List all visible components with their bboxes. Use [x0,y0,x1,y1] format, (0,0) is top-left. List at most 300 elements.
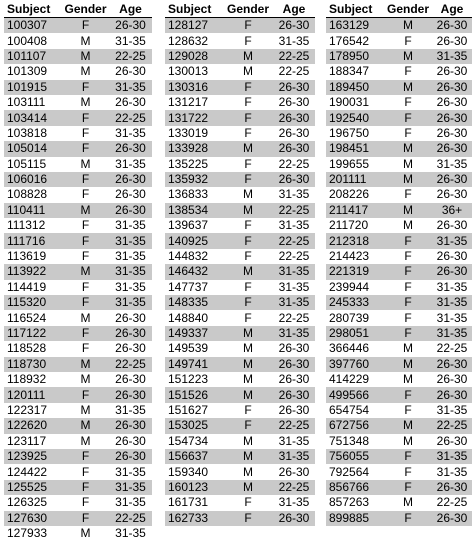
subject-cell: 199655 [326,157,384,172]
subject-cell: 211720 [326,218,384,233]
subject-cell: 163129 [326,18,384,34]
table-row [165,434,315,449]
gender-cell: F [62,280,109,295]
subject-cell: 103818 [4,126,62,141]
age-cell: 22-25 [432,341,472,356]
subject-cell: 106016 [4,172,62,187]
age-cell: 31-35 [109,464,152,479]
gender-cell: M [223,141,273,156]
gender-cell: M [223,64,273,79]
age-cell: 26-30 [109,172,152,187]
age-cell: 31-35 [273,280,315,295]
age-cell: 26-30 [432,126,472,141]
table-row [165,80,315,95]
age-cell: 26-30 [432,95,472,110]
gender-cell: M [62,434,109,449]
age-cell: 26-30 [109,203,152,218]
age-cell: 31-35 [432,157,472,172]
subject-cell: 214423 [326,249,384,264]
gender-cell: F [62,172,109,187]
age-cell: 26-30 [109,434,152,449]
subject-cell: 113619 [4,249,62,264]
subject-cell: 135225 [165,157,223,172]
gender-cell: F [384,64,432,79]
age-cell: 26-30 [109,187,152,202]
subject-header: Subject [326,1,384,18]
table-row [165,280,315,295]
table-row [326,80,472,95]
table-row [4,511,152,526]
age-cell: 31-35 [109,403,152,418]
subject-cell: 130013 [165,64,223,79]
age-cell: 26-30 [432,64,472,79]
subject-cell: 120111 [4,387,62,402]
age-cell: 31-35 [109,126,152,141]
table-row [165,511,315,526]
subject-cell: 128632 [165,33,223,48]
table-row [165,480,315,495]
gender-cell: F [62,511,109,526]
age-cell: 31-35 [109,33,152,48]
gender-cell: M [62,357,109,372]
table-row [165,341,315,356]
table-row [4,49,152,64]
subject-cell: 118730 [4,357,62,372]
age-cell: 22-25 [273,480,315,495]
gender-cell: F [223,280,273,295]
age-cell: 31-35 [273,434,315,449]
gender-cell: F [384,295,432,310]
table-row [165,387,315,402]
table-row [4,326,152,341]
age-cell: 26-30 [109,310,152,325]
age-cell: 31-35 [432,326,472,341]
age-cell: 22-25 [273,157,315,172]
gender-cell: M [223,264,273,279]
table-row [4,341,152,356]
subject-cell: 135932 [165,172,223,187]
age-cell: 31-35 [109,80,152,95]
gender-cell: M [223,49,273,64]
table-row [4,218,152,233]
age-cell: 26-30 [432,218,472,233]
age-cell: 22-25 [273,203,315,218]
subject-cell: 138534 [165,203,223,218]
gender-cell: M [384,157,432,172]
gender-cell: F [384,33,432,48]
gender-cell: M [223,387,273,402]
age-cell: 31-35 [109,295,152,310]
subject-cell: 118932 [4,372,62,387]
table-row [165,249,315,264]
subject-cell: 672756 [326,418,384,433]
table-row [326,233,472,248]
gender-cell: F [62,141,109,156]
subject-cell: 654754 [326,403,384,418]
gender-cell: M [384,18,432,34]
subject-cell: 136833 [165,187,223,202]
subject-cell: 140925 [165,233,223,248]
age-cell: 22-25 [432,418,472,433]
age-cell: 31-35 [432,464,472,479]
subject-cell: 159340 [165,464,223,479]
subject-cell: 160123 [165,480,223,495]
age-cell: 31-35 [109,249,152,264]
table-row [4,80,152,95]
age-cell: 26-30 [109,387,152,402]
gender-cell: F [62,249,109,264]
age-cell: 26-30 [432,387,472,402]
subject-cell: 189450 [326,80,384,95]
age-cell: 26-30 [432,249,472,264]
subject-cell: 105115 [4,157,62,172]
subject-cell: 280739 [326,310,384,325]
age-cell: 26-30 [432,110,472,125]
age-cell: 31-35 [273,218,315,233]
subject-cell: 110411 [4,203,62,218]
subject-cell: 147737 [165,280,223,295]
gender-cell: M [62,264,109,279]
age-cell: 26-30 [109,141,152,156]
gender-cell: F [384,110,432,125]
table-row [326,326,472,341]
gender-cell: F [62,449,109,464]
table-row [4,295,152,310]
subject-cell: 149337 [165,326,223,341]
age-cell: 26-30 [109,449,152,464]
subject-cell: 899885 [326,511,384,526]
subject-table-1 [4,1,152,541]
subject-cell: 198451 [326,141,384,156]
subject-cell: 128127 [165,18,223,34]
gender-cell: M [223,203,273,218]
gender-cell: F [62,295,109,310]
table-row [165,95,315,110]
subject-cell: 151627 [165,403,223,418]
subject-cell: 124422 [4,464,62,479]
table-row [4,403,152,418]
table-row [4,172,152,187]
gender-cell: M [384,418,432,433]
table-row [4,280,152,295]
gender-cell: F [384,280,432,295]
age-cell: 31-35 [109,157,152,172]
age-cell: 31-35 [109,233,152,248]
age-cell: 22-25 [273,418,315,433]
gender-cell: M [223,357,273,372]
table-row [326,126,472,141]
gender-cell: M [62,372,109,387]
subject-cell: 139637 [165,218,223,233]
table-row [326,33,472,48]
age-cell: 31-35 [432,310,472,325]
subject-cell: 190031 [326,95,384,110]
subject-cell: 108828 [4,187,62,202]
table-row [165,33,315,48]
age-cell: 26-30 [273,172,315,187]
subject-cell: 122620 [4,418,62,433]
table-row [4,157,152,172]
age-cell: 22-25 [432,495,472,510]
subject-cell: 114419 [4,280,62,295]
subject-cell: 111312 [4,218,62,233]
table-row [165,310,315,325]
table-row [4,233,152,248]
gender-cell: M [223,187,273,202]
table-row [326,387,472,402]
age-cell: 26-30 [432,357,472,372]
table-row [326,357,472,372]
subject-cell: 101915 [4,80,62,95]
table-row [165,218,315,233]
subject-cell: 122317 [4,403,62,418]
table-row [165,126,315,141]
age-cell: 26-30 [432,264,472,279]
table-row [326,264,472,279]
gender-cell: F [62,187,109,202]
table-row [165,403,315,418]
age-cell: 26-30 [273,126,315,141]
subject-cell: 123925 [4,449,62,464]
subject-cell: 133928 [165,141,223,156]
age-header: Age [109,1,152,18]
table-row [4,418,152,433]
subject-cell: 366446 [326,341,384,356]
table-row [326,157,472,172]
table-row [4,18,152,34]
subject-cell: 115320 [4,295,62,310]
gender-cell: F [384,403,432,418]
gender-cell: F [384,187,432,202]
table-row [326,249,472,264]
age-cell: 31-35 [432,295,472,310]
subject-cell: 153025 [165,418,223,433]
table-row [326,64,472,79]
gender-cell: M [62,203,109,218]
age-cell: 26-30 [432,187,472,202]
gender-cell: M [384,80,432,95]
gender-cell: F [384,233,432,248]
gender-cell: F [62,18,109,34]
subject-cell: 414229 [326,372,384,387]
subject-cell: 144832 [165,249,223,264]
gender-cell: M [384,372,432,387]
table-row [4,33,152,48]
age-cell: 22-25 [273,310,315,325]
table-row [165,464,315,479]
age-cell: 22-25 [109,511,152,526]
age-cell: 31-35 [432,280,472,295]
table-row [326,110,472,125]
gender-cell: F [384,464,432,479]
age-cell: 26-30 [273,511,315,526]
subject-cell: 192540 [326,110,384,125]
subject-cell: 100307 [4,18,62,34]
gender-cell: F [384,310,432,325]
table-row [4,126,152,141]
subject-cell: 151526 [165,387,223,402]
subject-cell: 156637 [165,449,223,464]
subject-cell: 126325 [4,495,62,510]
gender-cell: F [62,326,109,341]
gender-cell: M [384,49,432,64]
subject-cell: 146432 [165,264,223,279]
table-row [4,110,152,125]
gender-cell: M [384,218,432,233]
age-cell: 26-30 [273,357,315,372]
gender-cell: M [62,49,109,64]
table-row [165,141,315,156]
gender-cell: F [223,418,273,433]
subject-cell: 103414 [4,110,62,125]
subject-cell: 133019 [165,126,223,141]
gender-cell: F [223,511,273,526]
table-row [4,449,152,464]
table-row [4,372,152,387]
age-cell: 26-30 [273,95,315,110]
header-row [165,1,315,18]
table-row [326,172,472,187]
table-row [326,511,472,526]
gender-cell: M [62,403,109,418]
age-cell: 26-30 [109,326,152,341]
table-row [165,295,315,310]
table-row [326,18,472,34]
table-row [326,341,472,356]
table-row [165,233,315,248]
subject-cell: 117122 [4,326,62,341]
gender-cell: F [223,295,273,310]
age-cell: 31-35 [273,495,315,510]
age-cell: 31-35 [273,326,315,341]
subject-cell: 176542 [326,33,384,48]
gender-cell: F [223,157,273,172]
table-row [4,95,152,110]
age-cell: 26-30 [273,341,315,356]
gender-cell: F [223,33,273,48]
subject-cell: 211417 [326,203,384,218]
age-cell: 26-30 [432,511,472,526]
table-row [326,403,472,418]
header-row [4,1,152,18]
subject-cell: 499566 [326,387,384,402]
age-cell: 31-35 [432,49,472,64]
gender-cell: F [62,480,109,495]
subject-cell: 149539 [165,341,223,356]
gender-cell: M [384,341,432,356]
subject-cell: 148335 [165,295,223,310]
gender-cell: M [62,64,109,79]
age-cell: 26-30 [432,480,472,495]
gender-cell: F [62,218,109,233]
gender-cell: F [223,310,273,325]
subject-cell: 245333 [326,295,384,310]
table-row [326,95,472,110]
gender-cell: M [62,95,109,110]
age-cell: 26-30 [273,403,315,418]
subject-cell: 397760 [326,357,384,372]
subject-cell: 113922 [4,264,62,279]
subject-header: Subject [4,1,62,18]
gender-cell: M [223,449,273,464]
gender-cell: F [384,449,432,464]
subject-cell: 130316 [165,80,223,95]
gender-cell: F [384,95,432,110]
age-cell: 31-35 [109,495,152,510]
subject-cell: 178950 [326,49,384,64]
table-row [326,203,472,218]
table-row [4,141,152,156]
gender-cell: F [223,233,273,248]
table-row [4,357,152,372]
table-row [4,203,152,218]
age-cell: 26-30 [273,387,315,402]
subject-cell: 100408 [4,33,62,48]
age-cell: 31-35 [273,295,315,310]
gender-cell: F [223,218,273,233]
gender-cell: F [223,110,273,125]
gender-header: Gender [62,1,109,18]
gender-cell: F [223,18,273,34]
gender-cell: M [62,526,109,541]
table-row [4,387,152,402]
table-row [326,49,472,64]
subject-cell: 162733 [165,511,223,526]
subject-header: Subject [165,1,223,18]
subject-cell: 239944 [326,280,384,295]
subject-cell: 751348 [326,434,384,449]
table-row [165,372,315,387]
age-cell: 26-30 [109,18,152,34]
gender-cell: M [223,464,273,479]
subject-table-3 [326,1,472,526]
gender-cell: M [384,203,432,218]
gender-cell: F [384,387,432,402]
subject-cell: 856766 [326,480,384,495]
age-header: Age [432,1,472,18]
gender-cell: M [62,33,109,48]
age-cell: 26-30 [273,372,315,387]
age-cell: 31-35 [432,233,472,248]
age-cell: 36+ [432,203,472,218]
age-cell: 31-35 [109,480,152,495]
age-cell: 26-30 [432,33,472,48]
gender-cell: F [62,495,109,510]
table-row [165,264,315,279]
age-cell: 26-30 [273,141,315,156]
age-cell: 22-25 [273,249,315,264]
subject-cell: 103111 [4,95,62,110]
gender-cell: F [384,249,432,264]
subject-cell: 161731 [165,495,223,510]
age-cell: 26-30 [273,464,315,479]
gender-cell: M [384,495,432,510]
table-row [165,110,315,125]
subject-cell: 127630 [4,511,62,526]
subject-cell: 127933 [4,526,62,541]
table-row [165,172,315,187]
gender-cell: M [223,341,273,356]
gender-cell: F [223,95,273,110]
table-row [4,187,152,202]
table-row [4,310,152,325]
age-cell: 31-35 [273,187,315,202]
table-row [326,310,472,325]
gender-cell: M [223,434,273,449]
table-row [4,249,152,264]
table-row [165,418,315,433]
subject-cell: 148840 [165,310,223,325]
